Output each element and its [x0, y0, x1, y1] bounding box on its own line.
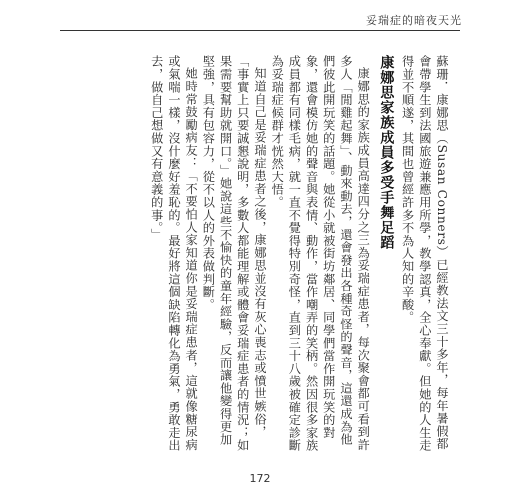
paragraph-3: 知道自己是妥瑞症患者之後，康娜思並沒有灰心喪志或憤世嫉俗，「事實上只要誠懇說明，多數人都能理解或體會妥瑞症患者的情況；如果需要幫助就開口。」她說這些不愉快的童年經驗，反而讓他變得更加堅強，具有包容力，從不以人的外表做判斷。 — [201, 55, 267, 452]
paragraph-1: 蘇珊．康娜思（Susan Conners）已經教法文三十多年，每年暑假都會帶學生到法國旅遊兼應用所學，教學認真，全心奉獻。但她的人生走得並不順遂，其間也曾經許多不為人知的辛酸。 — [400, 55, 449, 452]
page-number: 172 — [249, 472, 271, 485]
paragraph-2: 康娜思的家族成員高達四分之三為妥瑞症患者，每次聚會都可看到許多人「閒雞起舞」、動來動去，還會發出各種奇怪的聲音，這還成為他們彼此開玩笑的話題。她從小就被街坊鄰居、同學們當作開玩笑的對象，還會模仿她的聲音與表情、動作，當作嘲弄的笑柄。然因很多家族成員都有同樣毛病，就一直不覺得特別奇怪，直到三十八歲被確定診斷為妥瑞症候群才恍然大悟。 — [270, 55, 371, 452]
section-heading: 康娜思家族成員多受手舞足蹈 — [378, 55, 395, 250]
vertical-body-text — [148, 55, 450, 455]
header-rule — [60, 30, 460, 31]
running-header: 妥瑞症的暗夜天光 — [366, 14, 462, 27]
paragraph-4: 她時常鼓勵病友：「不要怕人家知道你是妥瑞症患者，這就像糖尿病或氣喘一樣，沒什麼好羞恥的。最好將這個缺陷轉化為勇氣，勇敢走出去，做自己想做又有意義的事。」 — [149, 55, 199, 452]
